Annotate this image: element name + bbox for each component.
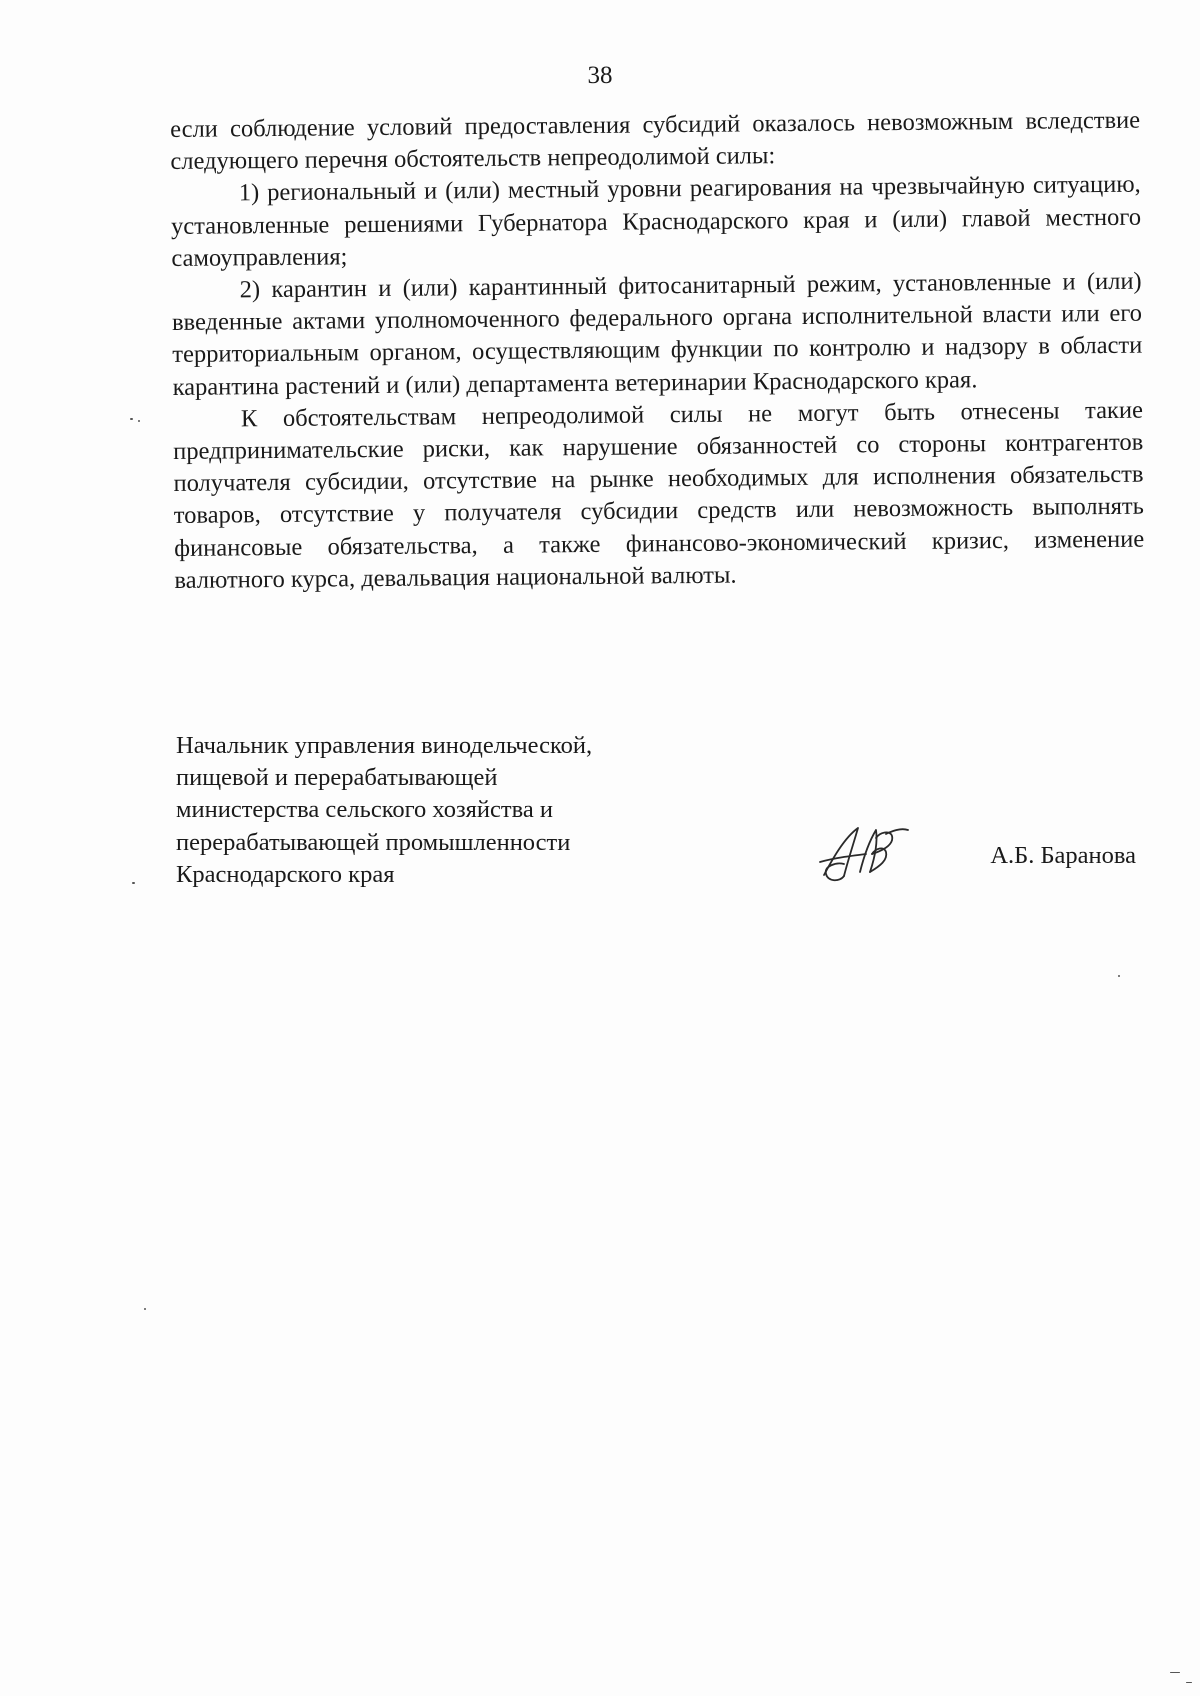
signatory-position-line: Начальник управления винодельческой,	[176, 732, 593, 759]
scan-speck	[144, 1308, 146, 1310]
scan-speck	[138, 420, 140, 422]
scan-speck	[1118, 975, 1120, 977]
scan-speck	[1170, 1672, 1180, 1673]
signatory-position-line: министерства сельского хозяйства и	[176, 796, 553, 824]
handwritten-signature	[814, 820, 914, 890]
paragraph-item-1: 1) региональный и (или) местный уровни реагирования на чрезвычайную ситуацию, установленные решениями Губернатора Краснодарского края и (или) главой местного самоуправления;	[170, 171, 1142, 272]
signatory-position	[176, 730, 592, 891]
signatory-position-line: пищевой и перерабатывающей	[176, 764, 498, 792]
paragraph-item-2: 2) карантин и (или) карантинный фитосанитарный режим, установленные и (или) введенные актами уполномоченного федерального органа исполнительной власти или его территориальным органом, осуществляющим функции по контролю и надзору в области карантина растений и (или) департамента ветеринарии Краснодарского края.	[171, 267, 1143, 401]
scan-speck	[132, 882, 135, 884]
page-number: 38	[587, 62, 613, 89]
document-body	[170, 105, 1145, 597]
paragraph-force-majeure-intro: если соблюдение условий предоставления субсидий оказалось невозможным вследствие следующего перечня обстоятельств непреодолимой силы:	[170, 106, 1141, 176]
signatory-position-line: перерабатывающей промышленности	[176, 828, 571, 856]
signatory-position-line: Краснодарского края	[176, 860, 395, 888]
scan-speck	[1186, 1682, 1192, 1683]
signatory-name: А.Б. Баранова	[990, 842, 1136, 869]
scan-speck	[130, 418, 133, 420]
signature-block	[176, 730, 1136, 900]
paragraph-exclusions: К обстоятельствам непреодолимой силы не могут быть отнесены такие предпринимательские риски, как нарушение обязанностей со стороны контрагентов получателя субсидии, отсутствие на рынке необходимых для исполнения обязательств товаров, отсутствие у получателя субсидии средств или невозможность выполнять финансовые обязательства, а также финансово-экономический кризис, изменение валютного курса, девальвация национальной валюты.	[173, 396, 1145, 594]
